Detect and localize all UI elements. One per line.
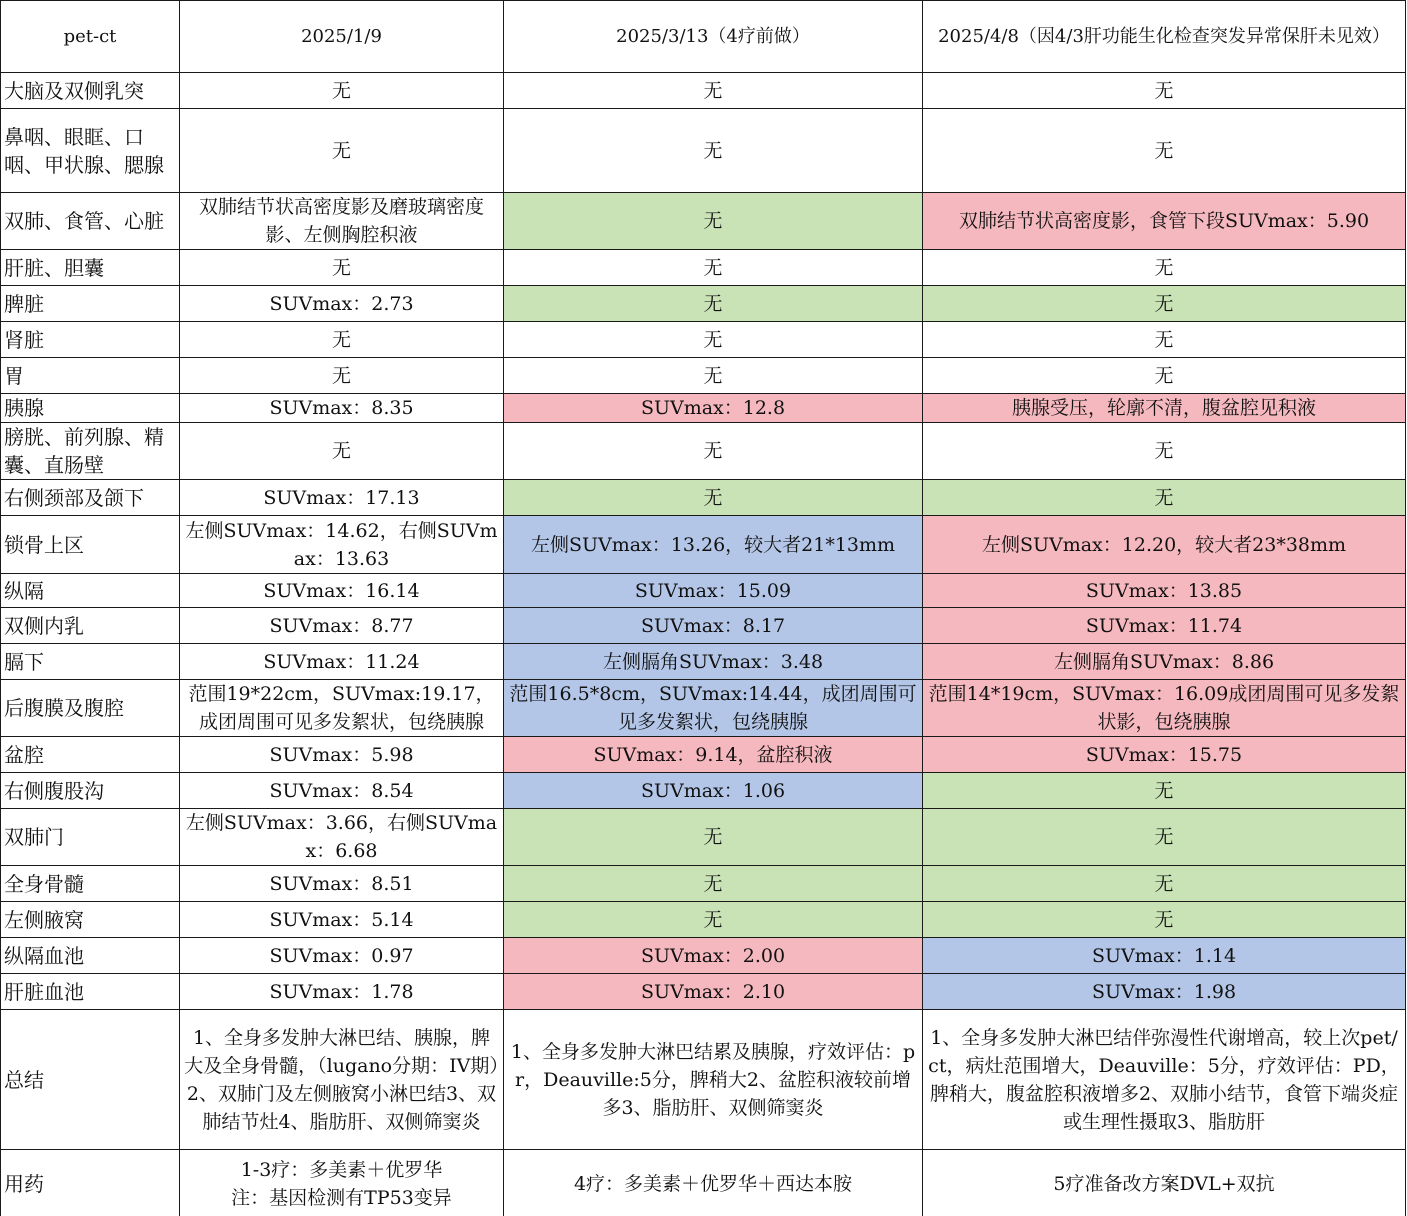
- row-label: 胰腺: [1, 394, 180, 423]
- cell-2025-1-9: 双肺结节状高密度影及磨玻璃密度影、左侧胸腔积液: [180, 193, 504, 250]
- header-exam-type: pet-ct: [1, 1, 180, 73]
- cell-2025-4-8: SUVmax：1.98: [923, 974, 1406, 1010]
- cell-2025-3-13: SUVmax：1.06: [504, 773, 923, 809]
- cell-2025-1-9: SUVmax：8.77: [180, 608, 504, 644]
- cell-2025-1-9: 1、全身多发肿大淋巴结、胰腺，脾大及全身骨髓，（lugano分期：IV期）2、双肺门及左侧腋窝小淋巴结3、双肺结节灶4、脂肪肝、双侧筛窦炎: [180, 1010, 504, 1150]
- cell-2025-1-9: SUVmax：1.78: [180, 974, 504, 1010]
- cell-2025-4-8: 无: [923, 809, 1406, 866]
- row-label: 右侧颈部及颌下: [1, 480, 180, 516]
- row-label: 总结: [1, 1010, 180, 1150]
- table-row: [1, 286, 1406, 322]
- cell-2025-3-13: 左侧SUVmax：13.26，较大者21*13mm: [504, 516, 923, 574]
- cell-2025-1-9: 无: [180, 109, 504, 193]
- table-row: [1, 938, 1406, 974]
- cell-2025-4-8: SUVmax：11.74: [923, 608, 1406, 644]
- cell-2025-1-9: SUVmax：8.54: [180, 773, 504, 809]
- cell-2025-3-13: SUVmax：15.09: [504, 574, 923, 608]
- table-row: [1, 902, 1406, 938]
- row-label: 大脑及双侧乳突: [1, 73, 180, 109]
- table-row: [1, 737, 1406, 773]
- cell-2025-4-8: 无: [923, 358, 1406, 394]
- row-label: 膀胱、前列腺、精囊、直肠壁: [1, 423, 180, 480]
- table-row: [1, 773, 1406, 809]
- row-label: 脾脏: [1, 286, 180, 322]
- row-label: 肝脏、胆囊: [1, 250, 180, 286]
- cell-2025-3-13: 4疗：多美素＋优罗华＋西达本胺: [504, 1150, 923, 1216]
- row-label: 肝脏血池: [1, 974, 180, 1010]
- cell-2025-1-9: SUVmax：11.24: [180, 644, 504, 680]
- cell-2025-3-13: 1、全身多发肿大淋巴结累及胰腺，疗效评估：pr，Deauville:5分，脾稍大2、盆腔积液较前增多3、脂肪肝、双侧筛窦炎: [504, 1010, 923, 1150]
- cell-2025-3-13: 无: [504, 902, 923, 938]
- cell-2025-3-13: 无: [504, 866, 923, 902]
- table-row: [1, 1150, 1406, 1216]
- cell-2025-4-8: 无: [923, 109, 1406, 193]
- row-label: 纵隔血池: [1, 938, 180, 974]
- table-row: [1, 574, 1406, 608]
- cell-2025-3-13: 无: [504, 73, 923, 109]
- cell-2025-3-13: 范围16.5*8cm，SUVmax:14.44，成团周围可见多发絮状，包绕胰腺: [504, 680, 923, 737]
- cell-2025-4-8: 范围14*19cm，SUVmax：16.09成团周围可见多发絮状影，包绕胰腺: [923, 680, 1406, 737]
- cell-2025-3-13: 无: [504, 480, 923, 516]
- table-row: [1, 73, 1406, 109]
- cell-2025-4-8: 双肺结节状高密度影，食管下段SUVmax：5.90: [923, 193, 1406, 250]
- row-label: 用药: [1, 1150, 180, 1216]
- cell-2025-3-13: 无: [504, 193, 923, 250]
- cell-2025-4-8: 无: [923, 902, 1406, 938]
- table-row: [1, 608, 1406, 644]
- header-date-3: 2025/4/8（因4/3肝功能生化检查突发异常保肝未见效）: [923, 1, 1406, 73]
- cell-2025-4-8: 1、全身多发肿大淋巴结伴弥漫性代谢增高，较上次pet/ct，病灶范围增大，Deauville：5分，疗效评估：PD，脾稍大，腹盆腔积液增多2、双肺小结节，食管下端炎症或生理性摄取3、脂肪肝: [923, 1010, 1406, 1150]
- row-label: 锁骨上区: [1, 516, 180, 574]
- row-label: 纵隔: [1, 574, 180, 608]
- table-row: [1, 680, 1406, 737]
- cell-2025-4-8: 无: [923, 480, 1406, 516]
- cell-2025-3-13: 无: [504, 250, 923, 286]
- medication-note: 注：基因检测有TP53变异: [231, 1186, 452, 1209]
- cell-2025-4-8: SUVmax：1.14: [923, 938, 1406, 974]
- cell-2025-1-9: 左侧SUVmax：3.66，右侧SUVmax：6.68: [180, 809, 504, 866]
- row-label: 双肺、食管、心脏: [1, 193, 180, 250]
- table-row: [1, 109, 1406, 193]
- row-label: 肾脏: [1, 322, 180, 358]
- row-label: 左侧腋窝: [1, 902, 180, 938]
- cell-2025-4-8: 左侧SUVmax：12.20，较大者23*38mm: [923, 516, 1406, 574]
- cell-2025-1-9: [180, 1150, 504, 1216]
- cell-2025-1-9: 无: [180, 73, 504, 109]
- row-label: 双肺门: [1, 809, 180, 866]
- cell-2025-4-8: 无: [923, 322, 1406, 358]
- cell-2025-1-9: 左侧SUVmax：14.62，右侧SUVmax：13.63: [180, 516, 504, 574]
- cell-2025-4-8: 无: [923, 73, 1406, 109]
- header-row: [1, 1, 1406, 73]
- cell-2025-1-9: 无: [180, 358, 504, 394]
- table-row: [1, 866, 1406, 902]
- cell-2025-4-8: 左侧膈角SUVmax：8.86: [923, 644, 1406, 680]
- cell-2025-3-13: SUVmax：2.10: [504, 974, 923, 1010]
- cell-2025-3-13: SUVmax：12.8: [504, 394, 923, 423]
- row-label: 后腹膜及腹腔: [1, 680, 180, 737]
- cell-2025-3-13: SUVmax：9.14，盆腔积液: [504, 737, 923, 773]
- cell-2025-3-13: 无: [504, 109, 923, 193]
- cell-2025-3-13: 无: [504, 322, 923, 358]
- row-label: 盆腔: [1, 737, 180, 773]
- row-label: 鼻咽、眼眶、口咽、甲状腺、腮腺: [1, 109, 180, 193]
- cell-2025-4-8: SUVmax：13.85: [923, 574, 1406, 608]
- row-label: 膈下: [1, 644, 180, 680]
- cell-2025-3-13: 无: [504, 286, 923, 322]
- row-label: 双侧内乳: [1, 608, 180, 644]
- table-row: [1, 644, 1406, 680]
- row-label: 全身骨髓: [1, 866, 180, 902]
- cell-2025-4-8: 无: [923, 866, 1406, 902]
- table-row: [1, 322, 1406, 358]
- cell-2025-3-13: 无: [504, 423, 923, 480]
- cell-2025-3-13: 左侧膈角SUVmax：3.48: [504, 644, 923, 680]
- cell-2025-1-9: SUVmax：17.13: [180, 480, 504, 516]
- cell-2025-1-9: SUVmax：5.14: [180, 902, 504, 938]
- cell-2025-4-8: 无: [923, 773, 1406, 809]
- cell-2025-3-13: 无: [504, 809, 923, 866]
- cell-2025-1-9: 范围19*22cm，SUVmax:19.17，成团周围可见多发絮状，包绕胰腺: [180, 680, 504, 737]
- cell-2025-4-8: 无: [923, 250, 1406, 286]
- row-label: 胃: [1, 358, 180, 394]
- header-date-1: 2025/1/9: [180, 1, 504, 73]
- cell-2025-4-8: 胰腺受压，轮廓不清，腹盆腔见积液: [923, 394, 1406, 423]
- cell-2025-3-13: SUVmax：8.17: [504, 608, 923, 644]
- table-row: [1, 423, 1406, 480]
- cell-2025-4-8: 无: [923, 286, 1406, 322]
- cell-2025-3-13: 无: [504, 358, 923, 394]
- table-row: [1, 809, 1406, 866]
- cell-2025-4-8: SUVmax：15.75: [923, 737, 1406, 773]
- cell-2025-1-9: SUVmax：16.14: [180, 574, 504, 608]
- cell-2025-1-9: 无: [180, 250, 504, 286]
- cell-2025-3-13: SUVmax：2.00: [504, 938, 923, 974]
- table-row: [1, 358, 1406, 394]
- cell-2025-1-9: 无: [180, 423, 504, 480]
- table-row: [1, 516, 1406, 574]
- cell-2025-1-9: SUVmax：8.35: [180, 394, 504, 423]
- medication-regimen: 1-3疗：多美素＋优罗华: [240, 1158, 443, 1181]
- table-row: [1, 193, 1406, 250]
- row-label: 右侧腹股沟: [1, 773, 180, 809]
- table-row: [1, 1010, 1406, 1150]
- cell-2025-1-9: SUVmax：5.98: [180, 737, 504, 773]
- cell-2025-4-8: 5疗准备改方案DVL+双抗: [923, 1150, 1406, 1216]
- table-row: [1, 250, 1406, 286]
- cell-2025-1-9: SUVmax：0.97: [180, 938, 504, 974]
- table-row: [1, 394, 1406, 423]
- table-row: [1, 974, 1406, 1010]
- header-date-2: 2025/3/13（4疗前做）: [504, 1, 923, 73]
- table-row: [1, 480, 1406, 516]
- cell-2025-1-9: 无: [180, 322, 504, 358]
- cell-2025-1-9: SUVmax：8.51: [180, 866, 504, 902]
- cell-2025-1-9: SUVmax：2.73: [180, 286, 504, 322]
- cell-2025-4-8: 无: [923, 423, 1406, 480]
